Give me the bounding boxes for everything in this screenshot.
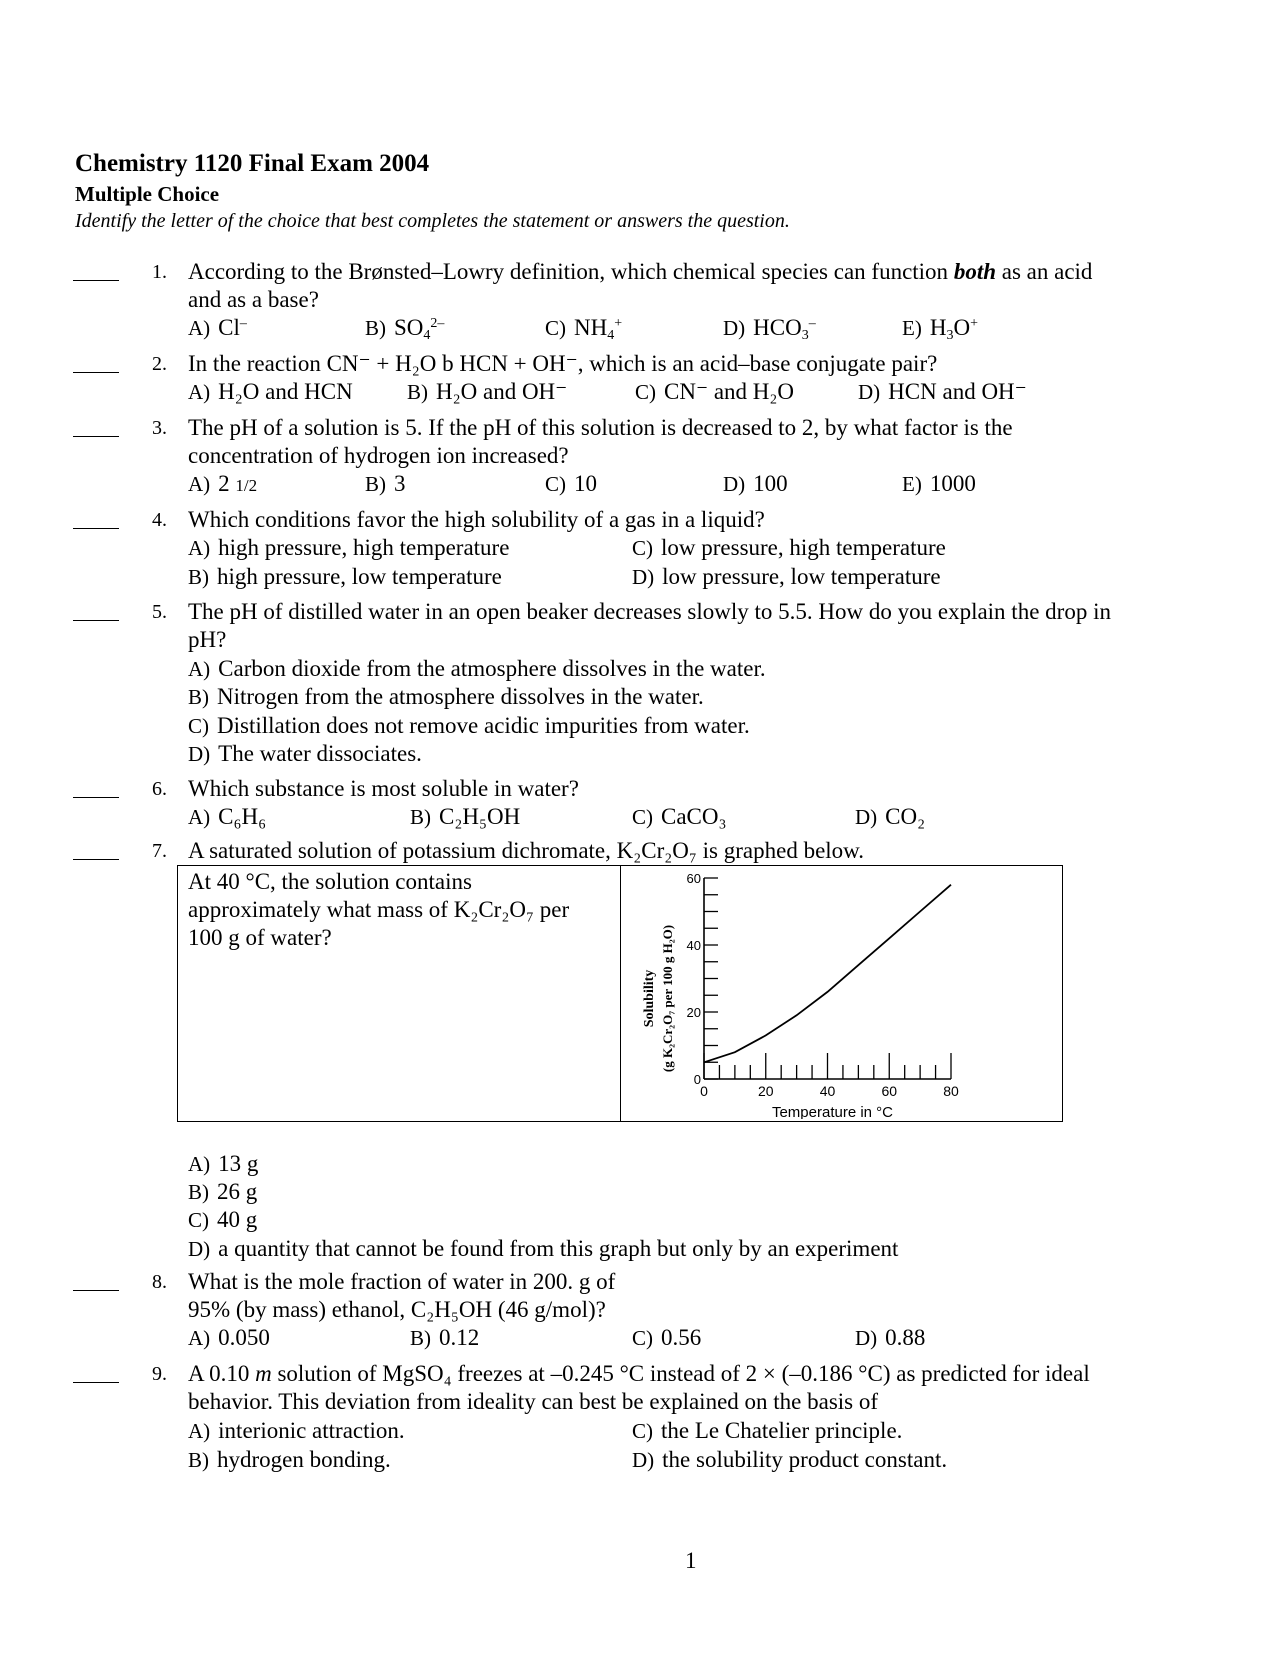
question-number: 6. [152,778,167,800]
option-letter: B) [188,565,209,589]
option-d[interactable] [858,378,1027,406]
option-letter: D) [632,565,655,589]
option-text: low pressure, low temperature [662,564,941,589]
question-number: 8. [152,1271,167,1293]
option-letter: A) [188,657,211,681]
y-tick-label: 0 [693,1072,701,1087]
option-text: interionic attraction. [218,1418,405,1443]
option-b[interactable] [188,683,704,711]
option-text: the solubility product constant. [662,1447,948,1472]
option-d[interactable] [855,803,925,831]
option-b[interactable] [410,1324,479,1352]
question-number: 7. [152,840,167,862]
option-c[interactable] [632,534,946,562]
option-text: hydrogen bonding. [217,1447,391,1472]
stem-emphasis: m [255,1361,272,1386]
stem-text: 95% (by mass) ethanol, C₂H₅OH (46 g/mol)? [188,1297,606,1322]
option-text: HCN and OH⁻ [888,379,1027,404]
option-sub: 3 [946,328,954,343]
option-letter: E) [902,472,922,496]
stem-text: The pH of distilled water in an open beaker decreases slowly to 5.5. How do you explain the drop in [188,599,1111,624]
option-text: Distillation does not remove acidic impurities from water. [217,713,750,738]
option-text: 2 [218,471,230,496]
option-letter: C) [632,1419,653,1443]
figure-text-line: approximately what mass of K₂Cr₂O₇ per [188,897,570,922]
option-text: H [929,315,947,340]
option-d[interactable] [632,1446,947,1474]
option-c[interactable] [188,712,750,740]
question-stem: In the reaction CN⁻ + H₂O b HCN + OH⁻, which is an acid–base conjugate pair? [188,351,938,376]
option-letter: D) [723,472,746,496]
option-letter: A) [188,1419,211,1443]
option-c[interactable] [545,470,597,498]
option-text: 0.12 [439,1325,480,1350]
option-b[interactable] [188,563,502,591]
option-letter: D) [188,742,211,766]
option-text: NH [574,315,608,340]
option-text: CaCO₃ [661,804,727,829]
option-text: 0.88 [885,1325,926,1350]
option-letter: B) [188,685,209,709]
option-d[interactable] [723,470,788,498]
option-text: O [953,315,971,340]
option-text: H₂O and HCN [218,379,353,404]
figure-question-text [188,868,608,952]
option-letter: A) [188,805,211,829]
option-letter: C) [632,805,653,829]
answer-blank[interactable] [73,775,119,798]
question-number: 3. [152,417,167,439]
option-text: 40 g [217,1207,258,1232]
y-tick-label: 20 [686,1005,701,1020]
question-stem [188,598,1248,654]
option-c[interactable] [632,803,727,831]
answer-blank[interactable] [73,1360,119,1383]
stem-text: concentration of hydrogen ion increased? [188,443,569,468]
option-text: SO [394,315,424,340]
option-d[interactable] [632,563,941,591]
x-tick-label: 20 [757,1083,774,1099]
option-letter: D) [855,805,878,829]
option-b[interactable] [188,1446,391,1474]
question-stem [188,414,1208,470]
question-number: 9. [152,1363,167,1385]
option-letter: A) [188,472,211,496]
option-c[interactable] [632,1324,701,1352]
question-number: 4. [152,509,167,531]
option-letter: D) [855,1326,878,1350]
option-letter: C) [632,536,653,560]
option-text: 0.050 [218,1325,270,1350]
option-e[interactable] [902,314,978,342]
question-stem: Which substance is most soluble in water? [188,776,579,801]
answer-blank[interactable] [73,414,119,437]
option-letter: D) [858,380,881,404]
option-d[interactable] [723,314,816,342]
option-a[interactable] [188,534,509,562]
option-text: 26 g [217,1179,258,1204]
stem-text: pH? [188,627,227,652]
option-c[interactable] [632,1417,902,1445]
answer-blank[interactable] [73,506,119,529]
option-letter: B) [188,1180,209,1204]
option-c[interactable] [545,314,622,342]
option-letter: C) [545,316,566,340]
option-a[interactable] [188,470,257,500]
option-text: 1000 [929,471,976,496]
option-a[interactable] [188,314,247,342]
option-sup: + [970,316,978,331]
y-axis-label: Solubility [642,969,657,1028]
option-letter: B) [410,805,431,829]
question-number: 5. [152,601,167,623]
option-b[interactable] [188,1178,257,1206]
option-c[interactable] [188,1206,257,1234]
question-7-figure [177,865,1063,1122]
option-sup: – [808,316,816,331]
option-letter: B) [407,380,428,404]
x-tick-label: 80 [943,1083,959,1099]
x-tick-label: 60 [881,1083,898,1099]
stem-text: behavior. This deviation from ideality can best be explained on the basis of [188,1389,879,1414]
stem-text: solution of MgSO₄ freezes at –0.245 °C instead of 2 × (–0.186 °C) as predicted for ideal [271,1361,1090,1386]
option-b[interactable] [365,470,406,498]
option-text: H₂O and OH⁻ [436,379,568,404]
y-axis-units-label: (g K₂Cr₂O₇ per 100 g H₂O) [660,924,675,1073]
option-letter: D) [188,1237,211,1261]
solubility-chart [622,866,1060,1119]
stem-emphasis: both [953,259,996,284]
option-letter: B) [188,1448,209,1472]
option-text: 0.56 [661,1325,702,1350]
stem-text: A 0.10 [188,1361,256,1386]
x-tick-label: 40 [819,1083,836,1099]
exam-title: Chemistry 1120 Final Exam 2004 [75,150,430,177]
x-axis-label: Temperature in °C [771,1104,894,1119]
option-text: high pressure, high temperature [218,535,510,560]
option-text: low pressure, high temperature [661,535,946,560]
option-b[interactable] [365,314,444,342]
stem-text: What is the mole fraction of water in 200. g of [188,1269,616,1294]
question-stem: Which conditions favor the high solubility of a gas in a liquid? [188,507,765,532]
option-text: C₆H₆ [218,804,267,829]
option-text: a quantity that cannot be found from this graph but only by an experiment [218,1236,899,1261]
option-sup: + [614,316,623,331]
option-text: CO₂ [885,804,926,829]
option-letter: B) [365,472,386,496]
question-stem [188,258,1208,314]
question-number: 1. [152,261,167,283]
y-tick-label: 60 [686,871,701,886]
option-sub: 4 [607,328,615,343]
option-d[interactable] [855,1324,925,1352]
option-c[interactable] [635,378,794,406]
option-text: Carbon dioxide from the atmosphere dissolves in the water. [218,656,766,681]
option-b[interactable] [410,803,520,831]
option-letter: A) [188,536,211,560]
option-d[interactable] [188,740,422,768]
option-a[interactable] [188,1324,270,1352]
option-letter: A) [188,380,211,404]
option-a[interactable] [188,803,266,831]
stem-text: The pH of a solution is 5. If the pH of this solution is decreased to 2, by what factor is the [188,415,1013,440]
option-letter: D) [723,316,746,340]
figure-text-line: At 40 °C, the solution contains [188,869,472,894]
option-text: The water dissociates. [218,741,422,766]
option-letter: C) [545,472,566,496]
option-letter: B) [410,1326,431,1350]
y-tick-label: 40 [686,938,701,953]
option-text: HCO [753,315,802,340]
option-letter: A) [188,1152,211,1176]
option-sup: 2– [430,316,445,331]
figure-text-line: 100 g of water? [188,925,332,950]
page-number: 1 [685,1548,697,1573]
option-a[interactable] [188,655,766,683]
option-text: 10 [574,471,597,496]
answer-blank[interactable] [73,258,119,281]
option-text: C₂H₅OH [439,804,521,829]
x-tick-label: 0 [700,1083,708,1099]
option-text: Cl [218,315,240,340]
question-stem [188,1360,1248,1416]
option-letter: A) [188,316,211,340]
option-letter: C) [632,1326,653,1350]
option-a[interactable] [188,378,353,406]
option-text: the Le Chatelier principle. [661,1418,903,1443]
stem-text: and as a base? [188,287,319,312]
option-sub: 3 [801,328,809,343]
option-letter: B) [365,316,386,340]
option-a[interactable] [188,1150,258,1178]
option-a[interactable] [188,1417,405,1445]
option-letter: C) [188,714,209,738]
answer-blank[interactable] [73,350,119,373]
option-fraction: 1/2 [235,476,258,495]
instructions: Identify the letter of the choice that best completes the statement or answers the question. [75,210,790,232]
stem-text: According to the Brønsted–Lowry definition, which chemical species can function [188,259,954,284]
option-letter: C) [188,1208,209,1232]
answer-blank[interactable] [73,837,119,860]
section-title: Multiple Choice [75,182,220,206]
option-text: 13 g [218,1151,259,1176]
question-stem: A saturated solution of potassium dichromate, K₂Cr₂O₇ is graphed below. [188,838,865,863]
stem-text: as an acid [996,259,1093,284]
question-number: 2. [152,353,167,375]
answer-blank[interactable] [73,1268,119,1291]
option-b[interactable] [407,378,567,406]
option-text: 100 [753,471,788,496]
option-e[interactable] [902,470,976,498]
option-text: 3 [394,471,406,496]
option-letter: E) [902,316,922,340]
answer-blank[interactable] [73,598,119,621]
option-sup: – [239,316,247,331]
solubility-curve [704,885,951,1063]
option-d[interactable] [188,1235,898,1263]
option-letter: A) [188,1326,211,1350]
option-sub: 4 [423,328,431,343]
option-text: CN⁻ and H₂O [664,379,795,404]
option-text: high pressure, low temperature [217,564,502,589]
option-text: Nitrogen from the atmosphere dissolves in the water. [217,684,704,709]
question-stem [188,1268,1208,1324]
figure-question-cell [178,866,621,1121]
option-letter: C) [635,380,656,404]
option-letter: D) [632,1448,655,1472]
